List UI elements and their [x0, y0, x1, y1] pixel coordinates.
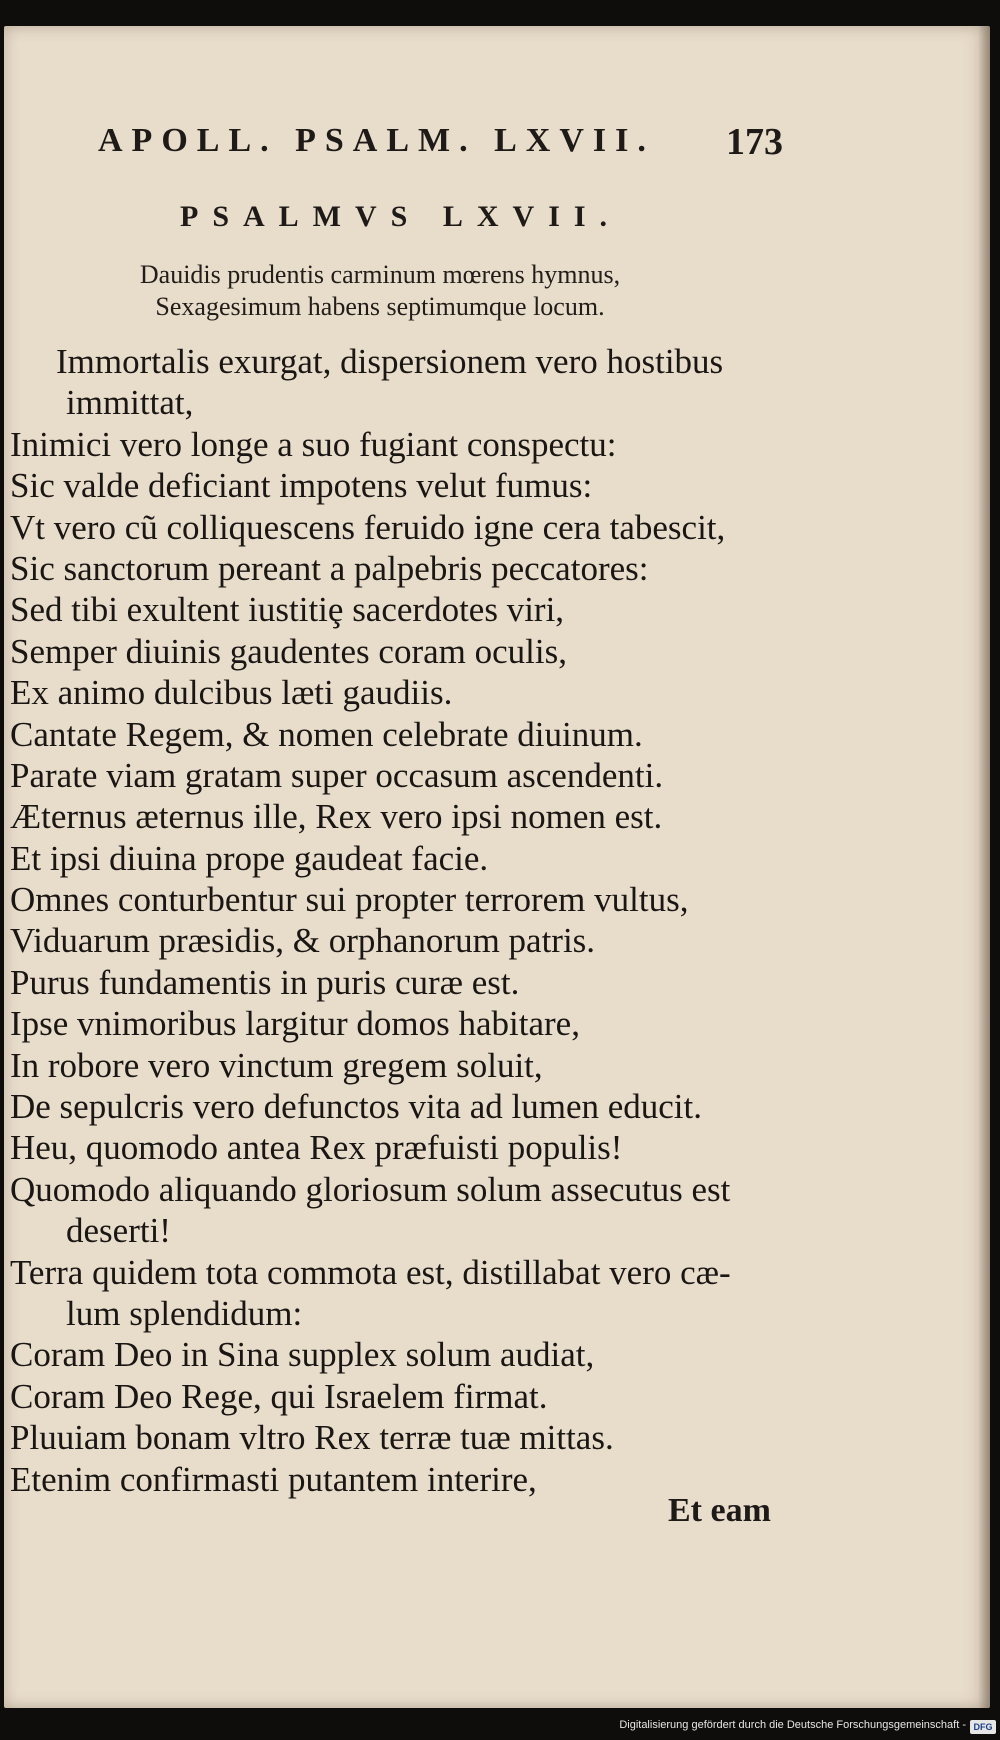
verse-line: Vt vero cũ colliquescens feruido igne cera tabescit,	[10, 507, 726, 547]
verse-line: Ipse vnimoribus largitur domos habitare,	[10, 1004, 580, 1044]
verse-line: Et ipsi diuina prope gaudeat facie.	[10, 838, 489, 878]
verse-line: In robore vero vinctum gregem soluit,	[10, 1045, 543, 1085]
verse-line: Coram Deo Rege, qui Israelem firmat.	[10, 1376, 548, 1416]
digitization-credit: Digitalisierung gefördert durch die Deutsche Forschungsgemeinschaft -	[619, 1719, 966, 1731]
verse-line: immittat,	[66, 383, 194, 423]
verse-line: Sic sanctorum pereant a palpebris peccatores:	[10, 548, 649, 588]
verse-line: Pluuiam bonam vltro Rex terræ tuæ mittas.	[10, 1418, 614, 1458]
catchword: Et eam	[668, 1492, 771, 1529]
verse-line: Sic valde deficiant impotens velut fumus:	[10, 466, 593, 506]
verse-line: Ex animo dulcibus læti gaudiis.	[10, 673, 453, 713]
footer-bar	[0, 1716, 1000, 1740]
book-page	[4, 26, 990, 1708]
verse-line: deserti!	[66, 1211, 171, 1251]
dfg-logo-icon: DFG	[970, 1720, 996, 1734]
verse-line: Heu, quomodo antea Rex præfuisti populis!	[10, 1128, 623, 1168]
page-edge-shadow	[978, 26, 990, 1708]
verse-line: Parate viam gratam super occasum ascendenti.	[10, 755, 664, 795]
verse-line: Omnes conturbentur sui propter terrorem vultus,	[10, 880, 689, 920]
verse-line: Inimici vero longe a suo fugiant conspectu:	[10, 424, 617, 464]
verse-line: Etenim confirmasti putantem interire,	[10, 1459, 537, 1499]
verse-line: Sed tibi exultent iustitiȩ sacerdotes viri,	[10, 590, 565, 630]
verse-line: lum splendidum:	[66, 1293, 303, 1333]
verse-line: Cantate Regem, & nomen celebrate diuinum.	[10, 714, 643, 754]
page-number: 173	[726, 121, 783, 163]
verse-line: Æternus æternus ille, Rex vero ipsi nomen est.	[10, 797, 663, 837]
verse-text	[10, 341, 810, 1500]
verse-line: Quomodo aliquando gloriosum solum assecutus est	[10, 1169, 731, 1209]
subtitle-line-2: Sexagesimum habens septimumque locum.	[155, 292, 605, 321]
verse-line: Immortalis exurgat, dispersionem vero hostibus	[56, 342, 724, 381]
verse-line: Semper diuinis gaudentes coram oculis,	[10, 631, 567, 671]
verse-line: Terra quidem tota commota est, distillabat vero cæ-	[10, 1252, 731, 1292]
verse-line: De sepulcris vero defunctos vita ad lumen educit.	[10, 1087, 703, 1127]
verse-line: Purus fundamentis in puris curæ est.	[10, 962, 520, 1002]
verse-line: Coram Deo in Sina supplex solum audiat,	[10, 1335, 595, 1375]
verse-line: Viduarum præsidis, & orphanorum patris.	[10, 921, 596, 961]
running-head: APOLL. PSALM. LXVII.	[98, 122, 655, 159]
subtitle-line-1: Dauidis prudentis carminum mœrens hymnus,	[139, 260, 621, 289]
psalm-title: PSALMVS LXVII.	[180, 200, 622, 233]
